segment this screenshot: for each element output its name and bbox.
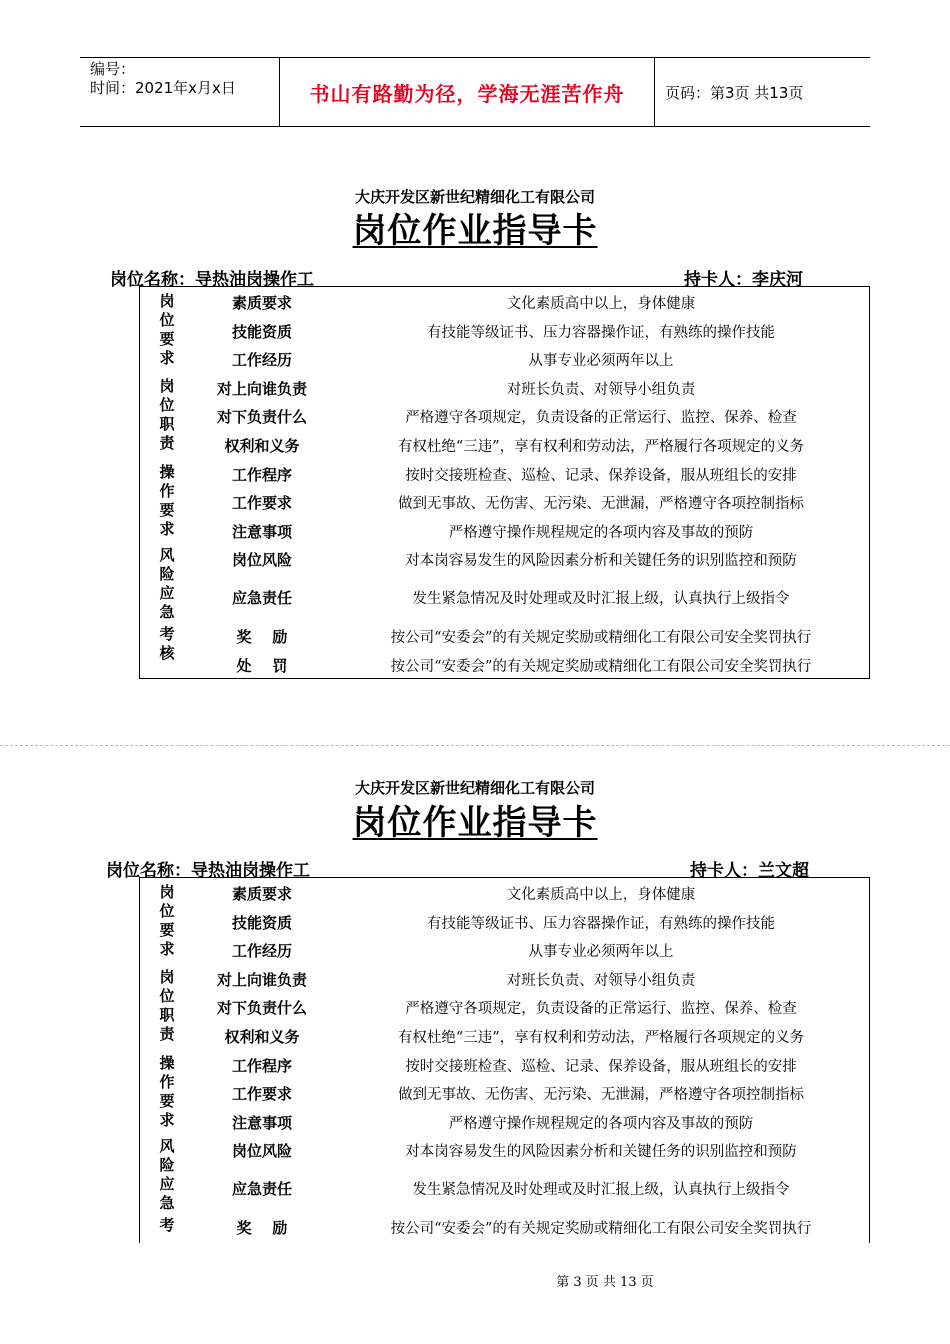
card-title-text: 岗位作业指导卡 <box>352 803 598 843</box>
table-row <box>140 935 869 964</box>
row-value: 按公司“安委会”的有关规定奖励或精细化工有限公司安全奖罚执行 <box>390 630 812 646</box>
row-value: 发生紧急情况及时处理或及时汇报上级，认真执行上级指令 <box>412 1182 790 1198</box>
row-label: 权利和义务 <box>224 1028 300 1046</box>
card-holder: 持卡人：李庆河 <box>684 270 803 290</box>
row-label: 岗位风险 <box>231 551 292 569</box>
group-label: 操 作 要 求 <box>159 1054 175 1129</box>
row-label: 奖 励 <box>236 1219 288 1237</box>
card-title <box>0 203 950 252</box>
table-row <box>140 992 869 1021</box>
row-value: 按公司“安委会”的有关规定奖励或精细化工有限公司安全奖罚执行 <box>390 1221 812 1237</box>
group-label: 考 核 <box>159 625 175 662</box>
row-value: 严格遵守各项规定，负责设备的正常运行、监控、保养、检查 <box>405 410 797 426</box>
card-title-text: 岗位作业指导卡 <box>352 211 598 251</box>
table-row <box>140 516 869 545</box>
table-row <box>140 487 869 516</box>
table-row <box>140 430 869 459</box>
row-value: 严格遵守操作规程规定的各项内容及事故的预防 <box>448 1116 754 1132</box>
header-motto: 书山有路勤为径，学海无涯苦作舟 <box>280 58 655 126</box>
header-meta <box>80 58 280 126</box>
row-label: 对下负责什么 <box>216 999 307 1017</box>
row-value: 文化素质高中以上，身体健康 <box>506 887 696 903</box>
row-label: 工作要求 <box>231 1085 292 1103</box>
row-value: 有技能等级证书、压力容器操作证，有熟练的操作技能 <box>427 325 775 341</box>
table-row <box>140 1135 869 1164</box>
row-value: 文化素质高中以上，身体健康 <box>506 296 696 312</box>
position-name: 岗位名称：导热油岗操作工 <box>106 861 310 881</box>
row-value: 对班长负责、对领导小组负责 <box>506 382 696 398</box>
table-row <box>140 1050 869 1079</box>
table-row <box>140 1078 869 1107</box>
row-value: 严格遵守操作规程规定的各项内容及事故的预防 <box>448 525 754 541</box>
company-name: 大庆开发区新世纪精细化工有限公司 <box>354 779 595 797</box>
card-table <box>139 286 870 679</box>
row-label: 技能资质 <box>231 914 292 932</box>
row-value: 对本岗容易发生的风险因素分析和关键任务的识别监控和预防 <box>405 553 797 569</box>
table-row <box>140 344 869 373</box>
row-label: 技能资质 <box>231 323 292 341</box>
row-value: 按时交接班检查、巡检、记录、保养设备，服从班组长的安排 <box>405 468 797 484</box>
group-label: 操 作 要 求 <box>159 463 175 538</box>
table-row <box>140 1166 869 1210</box>
row-value: 有权杜绝“三违”，享有权利和劳动法，严格履行各项规定的义务 <box>397 439 805 455</box>
number-label: 编号： <box>90 60 136 78</box>
row-label: 注意事项 <box>231 523 292 541</box>
card-table <box>139 877 870 1243</box>
table-row <box>140 1212 869 1241</box>
table-row <box>140 544 869 573</box>
position-name: 岗位名称：导热油岗操作工 <box>110 270 314 290</box>
row-label: 工作经历 <box>231 351 292 369</box>
table-row <box>140 650 869 679</box>
header-page-info: 页码：第3页 共13页 <box>665 83 804 102</box>
row-label: 工作要求 <box>231 494 292 512</box>
card-holder: 持卡人：兰文超 <box>690 861 809 881</box>
row-value: 对本岗容易发生的风险因素分析和关键任务的识别监控和预防 <box>405 1144 797 1160</box>
table-row <box>140 373 869 402</box>
table-row <box>140 878 869 907</box>
row-label: 岗位风险 <box>231 1142 292 1160</box>
group-label: 岗 位 要 求 <box>159 883 175 958</box>
row-label: 对上向谁负责 <box>216 380 307 398</box>
row-label: 应急责任 <box>231 589 292 607</box>
page-header <box>80 57 870 127</box>
table-row <box>140 621 869 650</box>
row-label: 素质要求 <box>231 885 292 903</box>
row-label: 对上向谁负责 <box>216 971 307 989</box>
row-value: 按时交接班检查、巡检、记录、保养设备，服从班组长的安排 <box>405 1059 797 1075</box>
group-label: 风 险 应 急 <box>159 1137 175 1212</box>
card-title <box>0 795 950 844</box>
row-label: 处 罚 <box>236 657 288 675</box>
group-label: 考 <box>159 1216 175 1234</box>
row-value: 从事专业必须两年以上 <box>528 944 674 960</box>
table-row <box>140 459 869 488</box>
row-value: 有权杜绝“三违”，享有权利和劳动法，严格履行各项规定的义务 <box>397 1030 805 1046</box>
table-row <box>140 575 869 619</box>
row-label: 工作程序 <box>231 1057 292 1075</box>
row-value: 做到无事故、无伤害、无污染、无泄漏，严格遵守各项控制指标 <box>398 496 804 512</box>
row-label: 素质要求 <box>231 294 292 312</box>
group-label: 岗 位 职 责 <box>159 377 175 452</box>
row-label: 工作经历 <box>231 942 292 960</box>
row-label: 工作程序 <box>231 466 292 484</box>
row-label: 奖 励 <box>236 628 288 646</box>
page-footer: 第 3 页 共 13 页 <box>556 1275 654 1290</box>
table-row <box>140 316 869 345</box>
row-value: 严格遵守各项规定，负责设备的正常运行、监控、保养、检查 <box>405 1001 797 1017</box>
group-label: 风 险 应 急 <box>159 546 175 621</box>
row-label: 注意事项 <box>231 1114 292 1132</box>
table-row <box>140 401 869 430</box>
table-row <box>140 1021 869 1050</box>
row-value: 发生紧急情况及时处理或及时汇报上级，认真执行上级指令 <box>412 591 790 607</box>
row-label: 应急责任 <box>231 1180 292 1198</box>
table-row <box>140 1107 869 1136</box>
group-label: 岗 位 职 责 <box>159 968 175 1043</box>
row-value: 对班长负责、对领导小组负责 <box>506 973 696 989</box>
row-label: 权利和义务 <box>224 437 300 455</box>
company-name: 大庆开发区新世纪精细化工有限公司 <box>354 188 595 206</box>
row-value: 做到无事故、无伤害、无污染、无泄漏，严格遵守各项控制指标 <box>398 1087 804 1103</box>
time-label: 时间：2021年x月x日 <box>90 79 236 97</box>
page-divider <box>0 745 950 746</box>
table-row <box>140 907 869 936</box>
table-row <box>140 964 869 993</box>
row-label: 对下负责什么 <box>216 408 307 426</box>
group-label: 岗 位 要 求 <box>159 292 175 367</box>
row-value: 按公司“安委会”的有关规定奖励或精细化工有限公司安全奖罚执行 <box>390 659 812 675</box>
row-value: 从事专业必须两年以上 <box>528 353 674 369</box>
table-row <box>140 287 869 316</box>
row-value: 有技能等级证书、压力容器操作证，有熟练的操作技能 <box>427 916 775 932</box>
